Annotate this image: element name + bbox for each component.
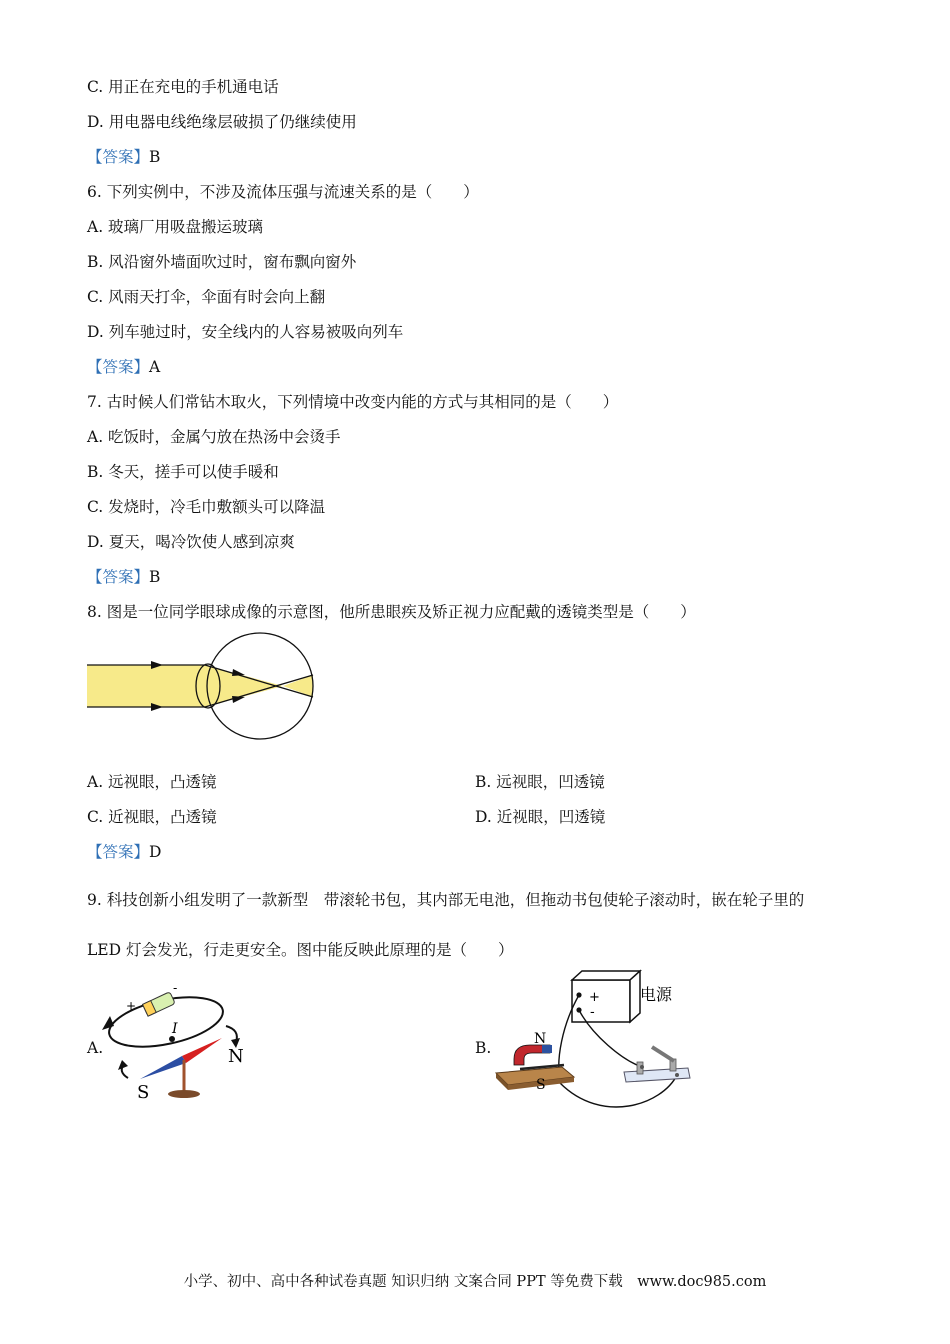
switch-terminal bbox=[640, 1065, 644, 1069]
power-minus-label: - bbox=[590, 1005, 595, 1020]
switch-blade bbox=[652, 1047, 674, 1061]
circuit-magnet-figure bbox=[492, 965, 702, 1115]
power-source-label: 电源 bbox=[640, 985, 673, 1004]
switch-terminal bbox=[675, 1073, 679, 1077]
q8-option-b: B. 远视眼，凹透镜 bbox=[475, 773, 605, 791]
power-box-side bbox=[630, 971, 640, 1022]
q8-option-c: C. 近视眼，凸透镜 bbox=[87, 808, 217, 826]
q9-option-a-label: A. bbox=[87, 1039, 104, 1057]
answer-value: B bbox=[149, 568, 161, 586]
power-plus-label: + bbox=[589, 990, 600, 1005]
diverging-light-beam bbox=[283, 675, 313, 697]
q5-answer bbox=[87, 147, 160, 167]
current-label: I bbox=[172, 1021, 178, 1037]
answer-value: D bbox=[149, 843, 162, 861]
incoming-light-beam bbox=[87, 665, 205, 707]
q5-option-d: D. 用电器电线绝缘层破损了仍继续使用 bbox=[87, 113, 357, 131]
q6-option-b: B. 风沿窗外墙面吹过时，窗布飘向窗外 bbox=[87, 253, 357, 271]
battery-icon bbox=[143, 992, 176, 1016]
arrow-icon bbox=[232, 669, 245, 676]
q5-option-c: C. 用正在充电的手机通电话 bbox=[87, 78, 279, 96]
compass-needle-north bbox=[182, 1038, 222, 1063]
battery-plus-label: + bbox=[126, 999, 137, 1013]
north-pole-label: N bbox=[228, 1046, 244, 1067]
magnet-north-label: N bbox=[534, 1031, 547, 1047]
answer-tag: 【答案】 bbox=[87, 148, 150, 166]
q6-option-c: C. 风雨天打伞，伞面有时会向上翻 bbox=[87, 288, 326, 306]
compass-base bbox=[168, 1090, 200, 1098]
battery-minus-label: - bbox=[173, 981, 178, 995]
q7-option-c: C. 发烧时，冷毛巾敷额头可以降温 bbox=[87, 498, 326, 516]
q7-stem: 7. 古时候人们常钻木取火，下列情境中改变内能的方式与其相同的是（ ） bbox=[87, 393, 619, 411]
current-arrow-icon bbox=[102, 1016, 114, 1030]
q7-option-a: A. 吃饭时，金属勺放在热汤中会烫手 bbox=[87, 428, 341, 446]
q9-stem-line1: 9. 科技创新小组发明了一款新型 带滚轮书包，其内部无电池，但拖动书包使轮子滚动时，嵌在轮子里的 bbox=[87, 891, 805, 909]
q6-answer bbox=[87, 357, 160, 377]
answer-tag: 【答案】 bbox=[87, 358, 150, 376]
q8-answer bbox=[87, 842, 161, 862]
q6-stem: 6. 下列实例中，不涉及流体压强与流速关系的是（ ） bbox=[87, 183, 479, 201]
oersted-experiment-figure bbox=[100, 980, 260, 1105]
q9-stem-line2: LED 灯会发光，行走更安全。图中能反映此原理的是（ ） bbox=[87, 941, 514, 959]
power-box-top bbox=[572, 971, 640, 980]
q7-option-d: D. 夏天，喝冷饮使人感到凉爽 bbox=[87, 533, 295, 551]
page-footer: 小学、初中、高中各种试卷真题 知识归纳 文案合同 PPT 等免费下载 www.doc985.com bbox=[183, 1274, 767, 1290]
q8-stem: 8. 图是一位同学眼球成像的示意图，他所患眼疾及矫正视力应配戴的透镜类型是（ ） bbox=[87, 603, 696, 621]
q8-option-a: A. 远视眼，凸透镜 bbox=[87, 773, 217, 791]
south-pole-label: S bbox=[137, 1082, 150, 1103]
q6-option-d: D. 列车驰过时，安全线内的人容易被吸向列车 bbox=[87, 323, 404, 341]
answer-value: A bbox=[149, 358, 161, 376]
q7-option-b: B. 冬天，搓手可以使手暖和 bbox=[87, 463, 279, 481]
magnet-south-label: S bbox=[536, 1077, 546, 1093]
q9-option-b-label: B. bbox=[475, 1039, 492, 1057]
answer-value: B bbox=[149, 148, 161, 166]
rotation-arrow-head bbox=[118, 1060, 128, 1070]
eye-diagram bbox=[87, 635, 327, 745]
answer-tag: 【答案】 bbox=[87, 843, 150, 861]
switch-base bbox=[624, 1068, 690, 1082]
arrow-icon bbox=[232, 696, 245, 703]
q8-option-d: D. 近视眼，凹透镜 bbox=[475, 808, 606, 826]
answer-tag: 【答案】 bbox=[87, 568, 150, 586]
compass-needle-south bbox=[140, 1056, 186, 1079]
q6-option-a: A. 玻璃厂用吸盘搬运玻璃 bbox=[87, 218, 264, 236]
power-box-front bbox=[572, 980, 630, 1022]
q7-answer bbox=[87, 567, 160, 587]
